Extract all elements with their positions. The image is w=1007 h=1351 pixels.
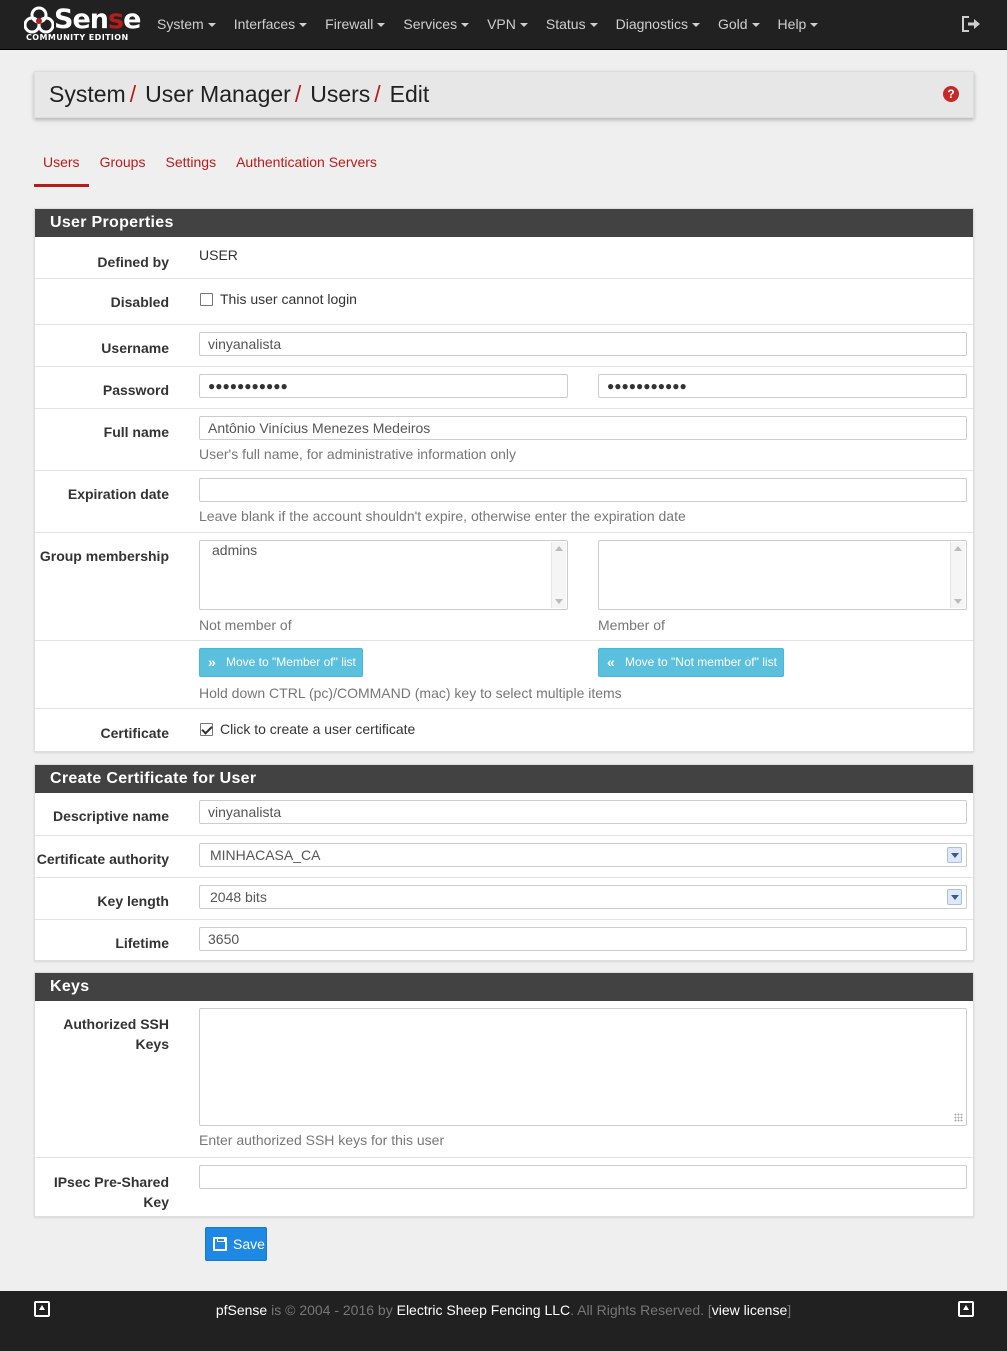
full-name-label: Full name — [103, 424, 169, 440]
double-chevron-left-icon: « — [607, 654, 615, 670]
descriptive-name-label: Descriptive name — [53, 808, 169, 824]
logo-edition: COMMUNITY EDITION — [26, 33, 129, 42]
certificate-checkbox-label[interactable]: Click to create a user certificate — [220, 721, 416, 737]
top-navbar — [0, 0, 1007, 50]
breadcrumb-system[interactable]: System — [49, 81, 126, 107]
breadcrumb-edit: Edit — [389, 81, 430, 107]
row-move-buttons — [35, 640, 973, 708]
nav-diagnostics[interactable]: Diagnostics — [607, 0, 709, 50]
keys-panel — [34, 972, 974, 1217]
create-certificate-panel — [34, 764, 974, 961]
caret-down-icon — [461, 23, 469, 27]
scroll-up-icon — [555, 546, 563, 551]
member-caption: Member of — [598, 617, 665, 633]
breadcrumb-panel — [34, 71, 974, 118]
password-input[interactable]: ●●●●●●●●●●● — [199, 374, 568, 398]
nav-firewall[interactable]: Firewall — [316, 0, 394, 50]
footer-brand-link[interactable]: pfSense — [215, 1302, 268, 1318]
row-username — [35, 324, 973, 366]
row-ssh-keys — [35, 1001, 973, 1157]
pfsense-logo[interactable] — [24, 4, 141, 44]
tab-authentication-servers[interactable]: Authentication Servers — [236, 154, 377, 170]
disabled-label: Disabled — [110, 294, 169, 310]
not-member-listbox[interactable] — [199, 540, 568, 610]
scroll-top-icon[interactable] — [958, 1301, 974, 1317]
disabled-checkbox[interactable] — [200, 293, 213, 306]
nav-interfaces[interactable]: Interfaces — [225, 0, 316, 50]
username-label: Username — [101, 340, 169, 356]
multi-select-help: Hold down CTRL (pc)/COMMAND (mac) key to select multiple items — [199, 685, 622, 701]
dropdown-arrow-icon — [947, 889, 962, 905]
row-expiration — [35, 470, 973, 532]
tab-groups[interactable]: Groups — [99, 154, 146, 170]
row-password — [35, 366, 973, 408]
lifetime-input[interactable]: 3650 — [199, 927, 967, 951]
caret-down-icon — [590, 23, 598, 27]
save-button[interactable]: Save — [205, 1227, 267, 1261]
not-member-caption: Not member of — [199, 617, 292, 633]
panel-heading: Create Certificate for User — [35, 765, 973, 793]
row-descriptive-name — [35, 793, 973, 835]
listbox-scrollbar[interactable] — [950, 542, 965, 608]
caret-down-icon — [377, 23, 385, 27]
nav-help[interactable]: Help — [769, 0, 828, 50]
move-to-not-member-button[interactable]: « Move to "Not member of" list — [598, 648, 784, 677]
caret-down-icon — [752, 23, 760, 27]
defined-by-value: USER — [199, 247, 238, 263]
row-full-name — [35, 408, 973, 470]
member-listbox[interactable] — [598, 540, 967, 610]
panel-heading: Keys — [35, 973, 973, 1001]
nav-vpn[interactable]: VPN — [478, 0, 537, 50]
full-name-input[interactable]: Antônio Vinícius Menezes Medeiros — [199, 416, 967, 440]
username-input[interactable]: vinyanalista — [199, 332, 967, 356]
ssh-keys-label: Authorized SSH Keys — [63, 1016, 169, 1052]
scroll-down-icon — [555, 599, 563, 604]
ipsec-psk-label: IPsec Pre-Shared Key — [53, 1174, 169, 1210]
certificate-authority-select[interactable]: MINHACASA_CA — [199, 843, 967, 867]
view-license-link[interactable]: view license — [711, 1302, 788, 1318]
row-certificate-authority — [35, 835, 973, 877]
caret-down-icon — [810, 23, 818, 27]
row-disabled — [35, 278, 973, 324]
footer — [0, 1291, 1007, 1351]
certificate-label: Certificate — [100, 725, 169, 741]
listbox-scrollbar[interactable] — [551, 542, 566, 608]
footer-company-link[interactable]: Electric Sheep Fencing LLC — [396, 1302, 571, 1318]
disabled-checkbox-label[interactable]: This user cannot login — [220, 291, 357, 307]
breadcrumb-user-manager[interactable]: User Manager — [145, 81, 291, 107]
password-label: Password — [102, 382, 169, 398]
logo-wordmark: Sense — [54, 4, 141, 35]
nav-system[interactable]: System — [148, 0, 225, 50]
nav-services[interactable]: Services — [394, 0, 478, 50]
user-properties-panel — [34, 208, 974, 752]
caret-down-icon — [208, 23, 216, 27]
floppy-disk-icon — [213, 1237, 227, 1251]
ssh-keys-help: Enter authorized SSH keys for this user — [199, 1132, 445, 1148]
move-to-member-button[interactable]: » Move to "Member of" list — [199, 648, 363, 677]
help-icon[interactable]: ? — [943, 86, 959, 102]
caret-down-icon — [520, 23, 528, 27]
expiration-help: Leave blank if the account shouldn't expire, otherwise enter the expiration date — [199, 508, 686, 524]
double-chevron-right-icon: » — [208, 654, 216, 670]
resize-grip-icon[interactable] — [954, 1113, 963, 1122]
lifetime-label: Lifetime — [115, 935, 169, 951]
breadcrumb-users[interactable]: Users — [310, 81, 371, 107]
expiration-input[interactable] — [199, 478, 967, 502]
tab-settings[interactable]: Settings — [165, 154, 217, 170]
tab-users[interactable]: Users — [34, 150, 89, 187]
caret-down-icon — [692, 23, 700, 27]
ssh-keys-textarea[interactable] — [199, 1008, 967, 1126]
main-menu — [148, 0, 827, 50]
tab-bar — [34, 150, 388, 187]
password-confirm-input[interactable]: ●●●●●●●●●●● — [598, 374, 967, 398]
nav-gold[interactable]: Gold — [709, 0, 769, 50]
key-length-select[interactable]: 2048 bits — [199, 885, 967, 909]
logout-icon[interactable] — [961, 15, 981, 33]
row-certificate — [35, 708, 973, 752]
row-group-membership — [35, 532, 973, 640]
dropdown-arrow-icon — [947, 847, 962, 863]
ipsec-psk-input[interactable] — [199, 1165, 967, 1189]
panel-heading: User Properties — [35, 209, 973, 237]
row-lifetime — [35, 919, 973, 961]
expiration-label: Expiration date — [67, 486, 169, 502]
defined-by-label: Defined by — [97, 254, 169, 270]
group-option-admins[interactable]: admins — [212, 542, 258, 558]
row-ipsec-psk — [35, 1157, 973, 1217]
sense-logo-icon — [24, 6, 54, 34]
group-membership-label: Group membership — [39, 548, 169, 564]
scroll-up-icon — [954, 546, 962, 551]
descriptive-name-input[interactable]: vinyanalista — [199, 800, 967, 824]
nav-status[interactable]: Status — [537, 0, 607, 50]
scroll-down-icon — [954, 599, 962, 604]
certificate-authority-label: Certificate authority — [36, 851, 169, 867]
footer-copyright: pfSense is © 2004 - 2016 by Electric Sheep Fencing LLC. All Rights Reserved. [view license] — [215, 1302, 792, 1318]
caret-down-icon — [299, 23, 307, 27]
full-name-help: User's full name, for administrative information only — [199, 446, 517, 462]
row-defined-by — [35, 237, 973, 278]
certificate-checkbox[interactable] — [200, 723, 213, 736]
breadcrumb: System / User Manager / Users / Edit — [49, 81, 430, 107]
key-length-label: Key length — [97, 893, 169, 909]
row-key-length — [35, 877, 973, 919]
